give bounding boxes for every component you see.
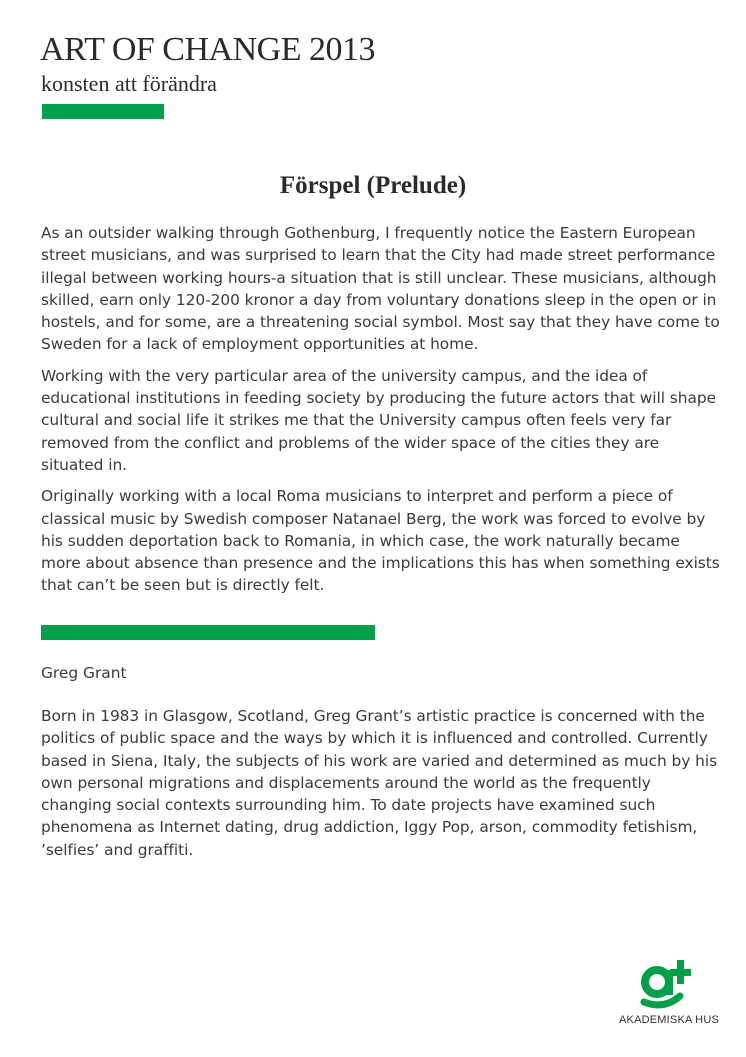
author-bio: Born in 1983 in Glasgow, Scotland, Greg Grant’s artistic practice is concerned with the politics of public space and the ways by which it is influenced and controlled. Currently based in Siena, Italy, the subjects of his work are varied and determined as much by his own personal migrations and displacements around the world as the frequently changing social contexts surrounding him. To date projects have examined such phenomena as Internet dating, drug addiction, Iggy Pop, arson, commodity fetishism, ’selfies’ and graffiti. (41, 707, 718, 859)
paragraph-1: As an outsider walking through Gothenburg, I frequently notice the Eastern European street musicians, and was surprised to learn that the City had made street performance illegal between working hours-a situation that is still unclear. These musicians, although skilled, earn only 120-200 kronor a day from voluntary donations sleep in the open or in hostels, and for some, are a threatening social symbol. Most say that they have come to Sweden for a lack of employment opportunities at home. (41, 224, 720, 354)
footer-logo (614, 958, 724, 1038)
header-subtitle: konsten att förändra (41, 71, 217, 96)
header-title: ART OF CHANGE 2013 (40, 31, 375, 68)
logo-text: AKADEMISKA HUS (619, 1014, 719, 1026)
accent-bar-top (42, 104, 164, 119)
section-title: Förspel (Prelude) (279, 172, 467, 199)
akademiska-hus-logo-icon (640, 958, 700, 1010)
author-name: Greg Grant (41, 664, 127, 682)
paragraph-3: Originally working with a local Roma musicians to interpret and perform a piece of classical music by Swedish composer Natanael Berg, the work was forced to evolve by his sudden deportation back to Romania, in which case, the work naturally became more about absence than presence and the implications this has when something exists that can’t be seen but is directly felt. (41, 487, 720, 595)
paragraph-2: Working with the very particular area of the university campus, and the idea of educational institutions in feeding society by producing the future actors that will shape cultural and social life it strikes me that the University campus often feels very far removed from the conflict and problems of the wider space of the cities they are situated in. (41, 366, 716, 474)
main-text (41, 222, 721, 606)
accent-bar-divider (41, 625, 375, 640)
author-bio-block (41, 705, 721, 870)
